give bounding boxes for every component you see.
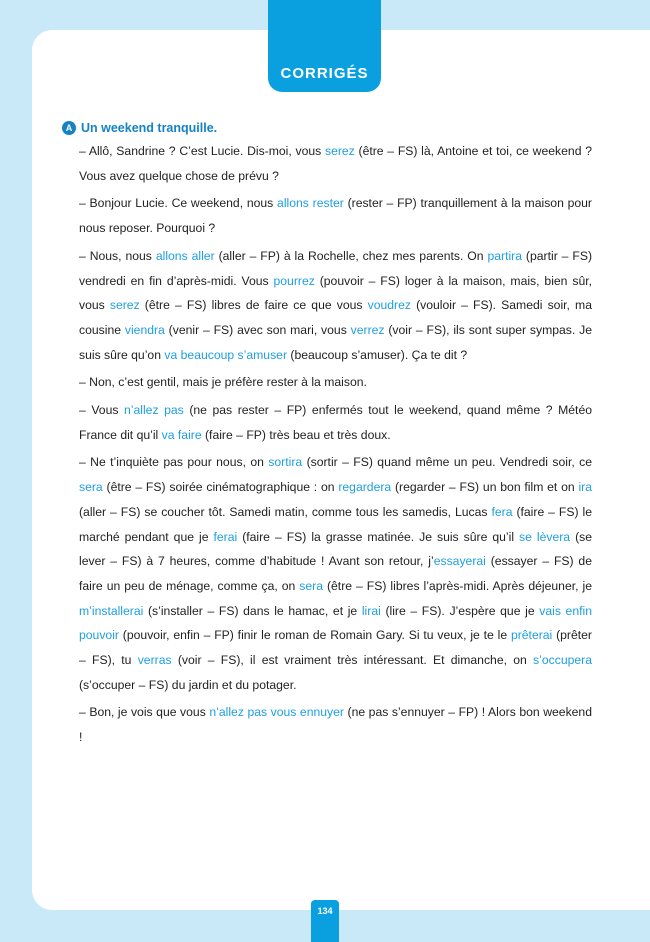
answer-verb: sortira: [268, 455, 303, 470]
answer-verb: se lèvera: [519, 529, 571, 544]
page-title: CORRIGÉS: [280, 65, 369, 82]
answer-verb: va faire: [161, 427, 202, 442]
dialogue: [62, 139, 592, 753]
dialogue-text: (faire – FS) la grasse matinée. Je suis sûre qu’il: [237, 529, 520, 544]
section-letter-badge: A: [62, 121, 76, 135]
answer-verb: partira: [487, 248, 522, 263]
answer-verb: pourrez: [273, 273, 315, 288]
answer-verb: serez: [109, 298, 140, 313]
section-title: Un weekend tranquille.: [81, 121, 218, 135]
dialogue-line: [79, 398, 592, 450]
dialogue-text: (pouvoir – FS) loger à la maison, mais, bien sûr, vous: [79, 273, 592, 313]
dialogue-text: (faire – FS) le marché pendant que je: [79, 504, 592, 544]
dialogue-text: – Nous, nous: [79, 248, 156, 263]
dialogue-line: [79, 450, 592, 700]
dialogue-text: – Bonjour Lucie. Ce weekend, nous: [79, 196, 278, 211]
dialogue-text: (se lever – FS) à 7 heures, comme d’habitude ! Avant son retour, j’: [79, 529, 592, 569]
answer-verb: essayerai: [433, 554, 486, 569]
answer-verb: ira: [578, 480, 592, 495]
dialogue-text: (s’occuper – FS) du jardin et du potager.: [79, 677, 297, 692]
dialogue-text: (vouloir – FS). Samedi soir, ma cousine: [79, 298, 592, 337]
dialogue-text: (être – FS) libres l’après-midi. Après déjeuner, je: [322, 578, 592, 593]
dialogue-text: – Bon, je vois que vous: [79, 705, 210, 720]
answer-verb: vais enfin pouvoir: [79, 603, 592, 643]
answer-verb: serez: [324, 144, 355, 158]
answer-verb: regardera: [338, 480, 392, 495]
answer-verb: lirai: [361, 603, 381, 618]
dialogue-text: (lire – FS). J’espère que je: [380, 603, 540, 618]
dialogue-text: (regarder – FS) un bon film et on: [391, 480, 579, 495]
answer-verb: ferai: [213, 529, 238, 544]
dialogue-text: (s’installer – FS) dans le hamac, et je: [143, 603, 362, 618]
dialogue-line: [79, 139, 592, 191]
exercise-content: [62, 121, 592, 753]
dialogue-text: (être – FS) soirée cinématographique : on: [102, 480, 339, 495]
dialogue-text: (rester – FP) tranquillement à la maison pour nous reposer. Pourquoi ?: [79, 196, 592, 236]
answer-verb: prêterai: [510, 628, 553, 643]
answer-verb: fera: [491, 504, 513, 519]
dialogue-text: (prêter – FS), tu: [79, 628, 592, 668]
dialogue-text: (ne pas s’ennuyer – FP) ! Alors bon weekend !: [79, 705, 592, 745]
dialogue-line: [79, 191, 592, 243]
answer-verb: n’allez pas: [124, 403, 184, 418]
answer-verb: verrez: [350, 322, 385, 337]
answer-verb: voudrez: [367, 298, 411, 313]
section-heading: [62, 121, 592, 135]
answer-verb: verras: [137, 653, 172, 668]
dialogue-line: [79, 244, 592, 371]
dialogue-text: – Non, c’est gentil, mais je préfère rester à la maison.: [79, 375, 367, 390]
dialogue-text: (aller – FS) se coucher tôt. Samedi matin, comme tous les samedis, Lucas: [79, 504, 492, 519]
answer-verb: m’installerai: [79, 603, 144, 618]
dialogue-line: [79, 700, 592, 752]
answer-verb: allons rester: [277, 196, 344, 211]
answer-verb: sera: [79, 480, 103, 495]
dialogue-text: (beaucoup s’amuser). Ça te dit ?: [287, 347, 468, 362]
dialogue-text: (voir – FS), ils sont super sympas. Je suis sûre qu’on: [79, 322, 592, 362]
answer-verb: sera: [299, 578, 323, 593]
dialogue-text: (voir – FS), il est vraiment très intéressant. Et dimanche, on: [171, 653, 534, 668]
dialogue-text: – Vous: [79, 403, 124, 418]
dialogue-text: (essayer – FS) de faire un peu de ménage, comme ça, on: [79, 554, 592, 593]
dialogue-text: (être – FS) là, Antoine et toi, ce weekend ? Vous avez quelque chose de prévu ?: [79, 144, 592, 183]
dialogue-text: (faire – FP) très beau et très doux.: [201, 427, 391, 442]
answer-verb: s’occupera: [533, 653, 592, 668]
header-tab: [268, 0, 381, 92]
dialogue-text: (être – FS) libres de faire ce que vous: [139, 298, 368, 313]
dialogue-text: – Ne t’inquiète pas pour nous, on: [79, 455, 269, 470]
answer-verb: viendra: [124, 322, 165, 337]
page-number: 134: [311, 900, 339, 942]
dialogue-text: (sortir – FS) quand même un peu. Vendredi soir, ce: [302, 455, 592, 470]
dialogue-text: (pouvoir, enfin – FP) finir le roman de Romain Gary. Si tu veux, je te le: [118, 628, 511, 643]
dialogue-line: [79, 370, 592, 398]
answer-verb: va beaucoup s’amuser: [164, 347, 287, 362]
dialogue-text: (aller – FP) à la Rochelle, chez mes parents. On: [214, 248, 488, 263]
answer-verb: n’allez pas vous ennuyer: [209, 705, 344, 720]
dialogue-text: (venir – FS) avec son mari, vous: [164, 322, 351, 337]
dialogue-text: – Allô, Sandrine ? C’est Lucie. Dis-moi, vous: [79, 144, 325, 158]
dialogue-text: (ne pas rester – FP) enfermés tout le weekend, quand même ? Météo France dit qu’il: [79, 403, 593, 442]
answer-verb: allons aller: [155, 248, 215, 263]
dialogue-text: (partir – FS) vendredi en fin d’après-midi. Vous: [79, 248, 593, 288]
